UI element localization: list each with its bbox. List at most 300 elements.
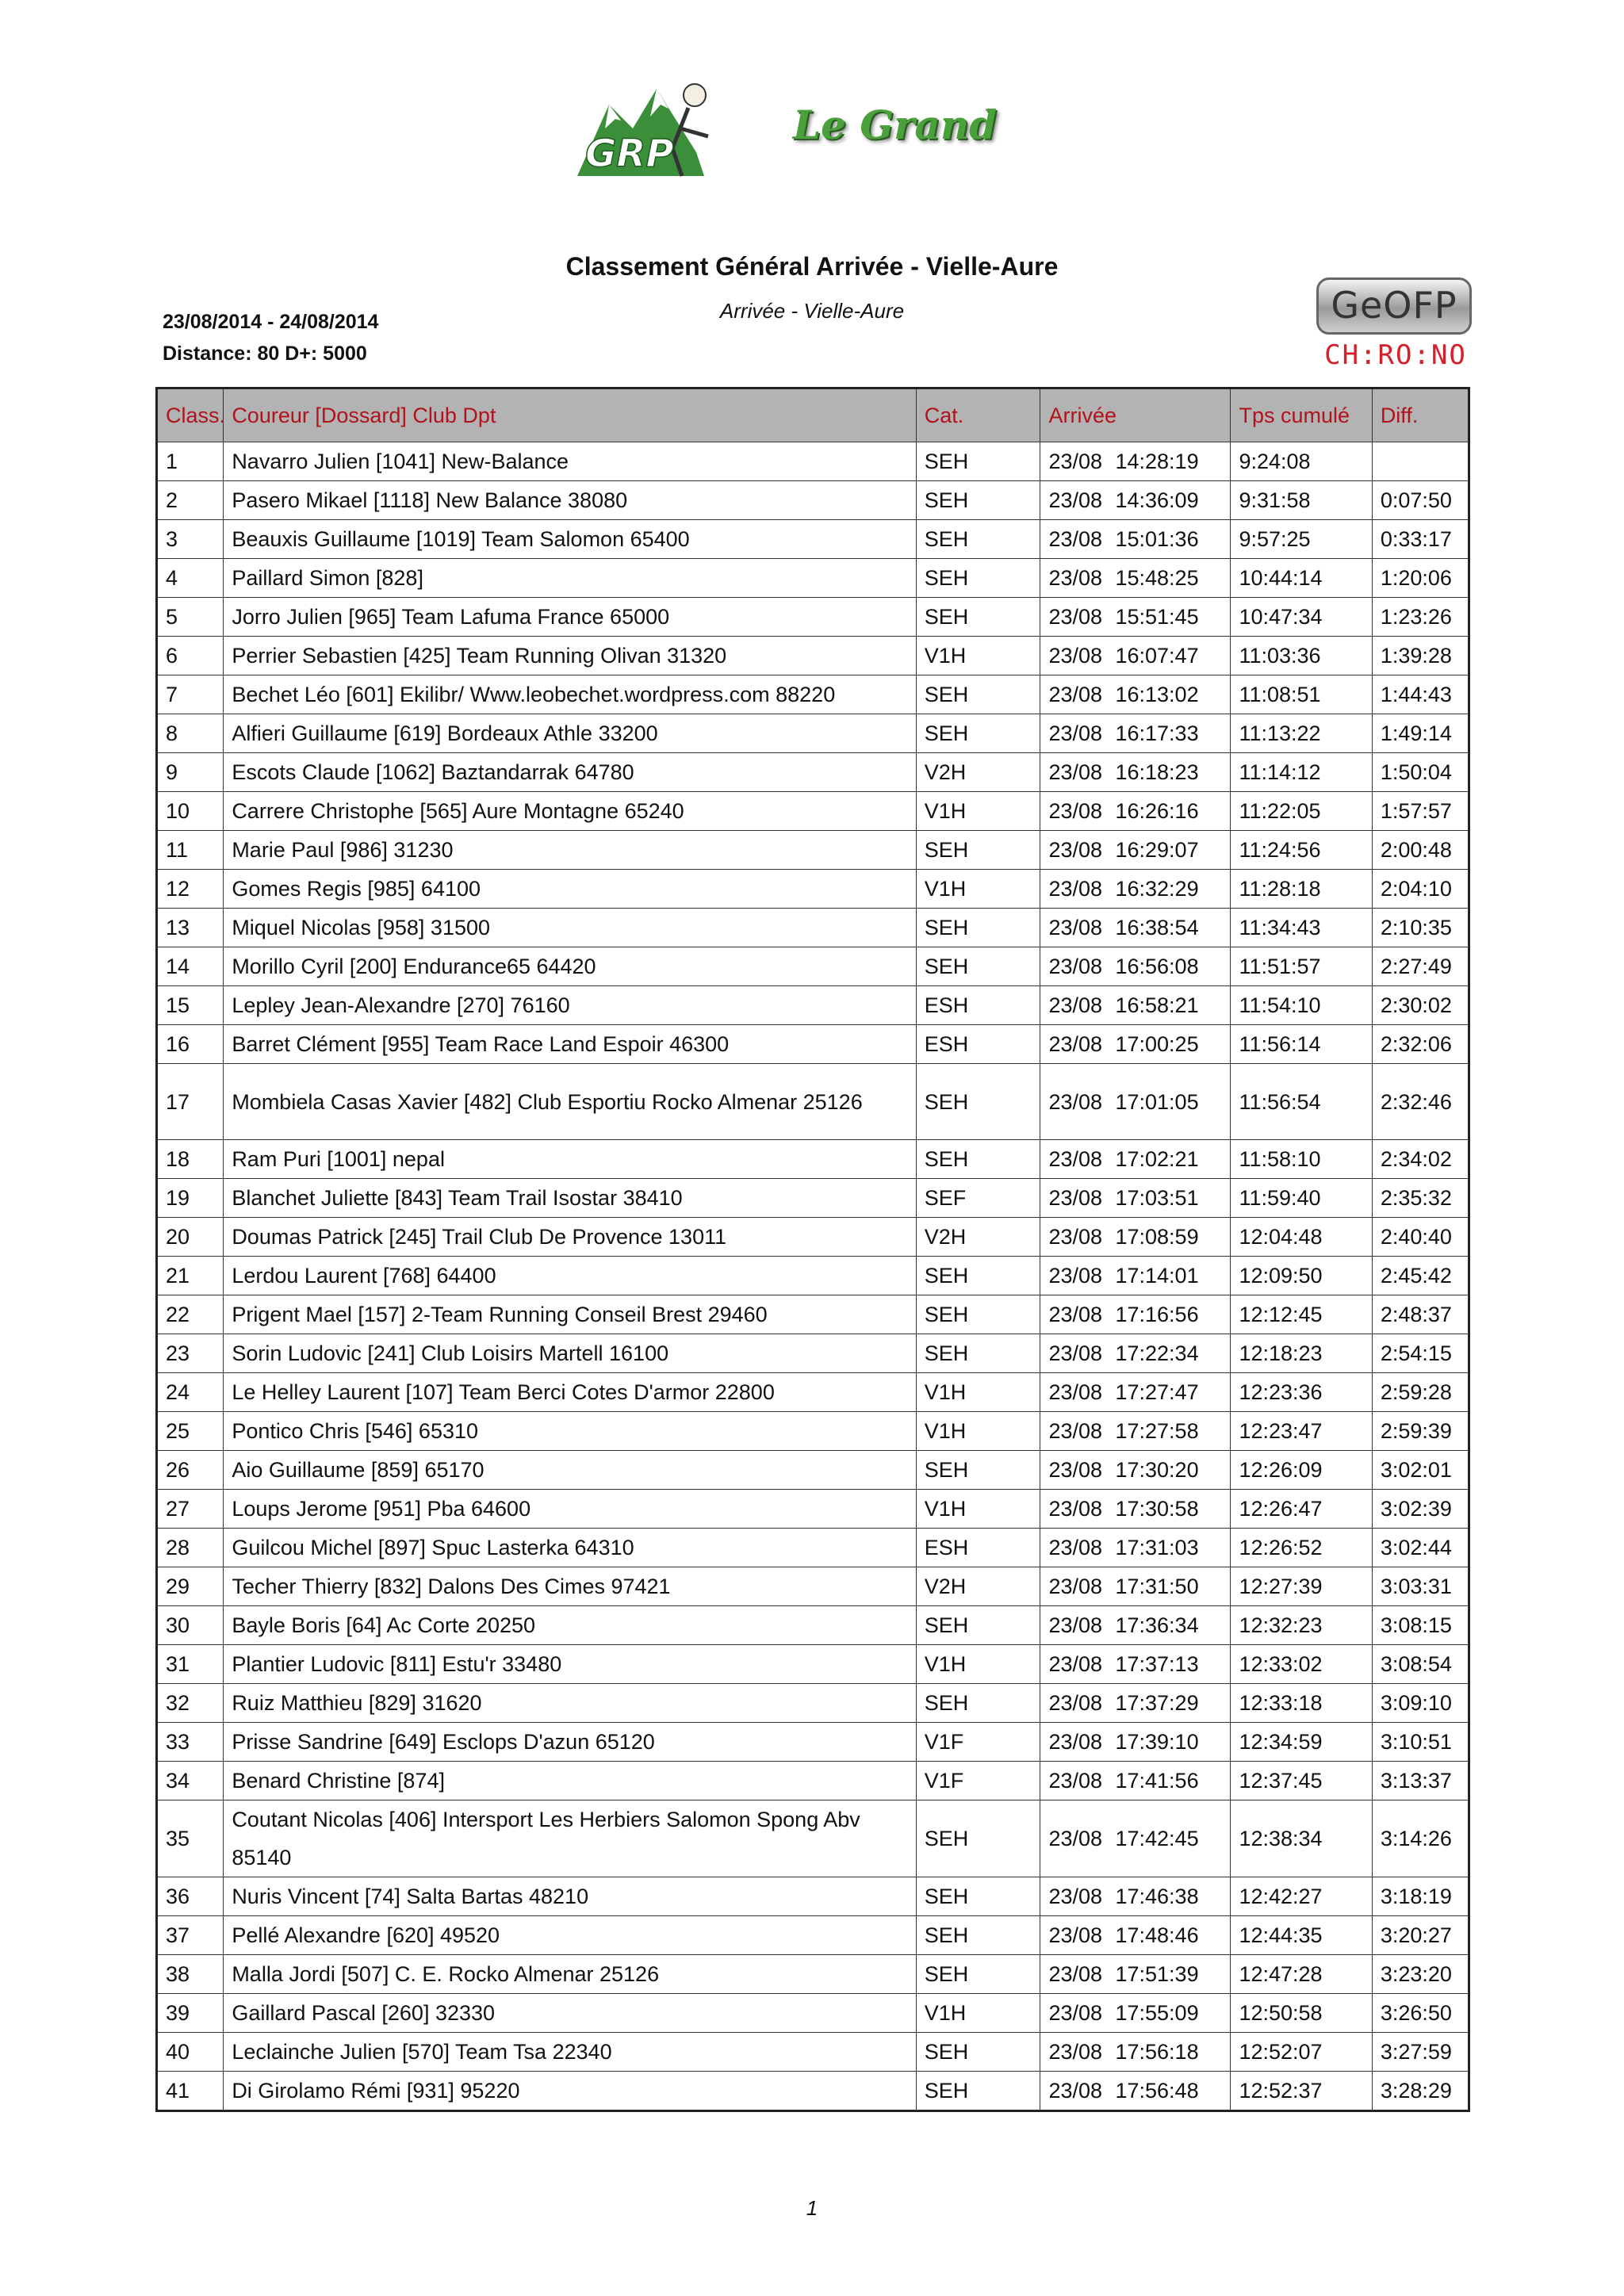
arrival-time: 16:58:21 <box>1115 993 1199 1017</box>
cell-rank: 2 <box>157 481 224 520</box>
cell-cumulative-time: 11:51:57 <box>1231 947 1372 986</box>
cell-diff: 2:32:06 <box>1372 1025 1469 1064</box>
cell-arrival <box>1040 675 1231 714</box>
cell-runner: Blanchet Juliette [843] Team Trail Isostar 38410 <box>224 1179 916 1218</box>
cell-arrival <box>1040 1877 1231 1916</box>
cell-cumulative-time: 12:42:27 <box>1231 1877 1372 1916</box>
cell-category: SEH <box>916 1955 1040 1994</box>
table-row <box>157 1257 1469 1295</box>
arrival-time: 16:32:29 <box>1115 877 1199 901</box>
arrival-date: 23/08 <box>1048 683 1103 706</box>
arrival-time: 17:16:56 <box>1115 1303 1199 1326</box>
cell-arrival <box>1040 598 1231 637</box>
table-row <box>157 1334 1469 1373</box>
cell-diff: 2:27:49 <box>1372 947 1469 986</box>
cell-arrival <box>1040 1994 1231 2033</box>
table-row <box>157 831 1469 870</box>
cell-arrival <box>1040 831 1231 870</box>
cell-rank: 1 <box>157 442 224 481</box>
cell-cumulative-time: 12:26:52 <box>1231 1529 1372 1567</box>
cell-diff: 1:49:14 <box>1372 714 1469 753</box>
cell-runner: Beauxis Guillaume [1019] Team Salomon 65400 <box>224 520 916 559</box>
arrival-date: 23/08 <box>1048 1147 1103 1171</box>
cell-category: SEH <box>916 1684 1040 1723</box>
cell-diff: 2:04:10 <box>1372 870 1469 909</box>
arrival-date: 23/08 <box>1048 1691 1103 1715</box>
cell-cumulative-time: 12:04:48 <box>1231 1218 1372 1257</box>
arrival-date: 23/08 <box>1048 1497 1103 1521</box>
cell-category: SEH <box>916 559 1040 598</box>
cell-runner: Miquel Nicolas [958] 31500 <box>224 909 916 947</box>
cell-arrival <box>1040 792 1231 831</box>
arrival-date: 23/08 <box>1048 1885 1103 1908</box>
cell-runner: Navarro Julien [1041] New-Balance <box>224 442 916 481</box>
arrival-date: 23/08 <box>1048 877 1103 901</box>
cell-arrival <box>1040 1179 1231 1218</box>
arrival-time: 17:30:58 <box>1115 1497 1199 1521</box>
cell-category: SEH <box>916 714 1040 753</box>
cell-rank: 9 <box>157 753 224 792</box>
cell-arrival <box>1040 442 1231 481</box>
table-row <box>157 1295 1469 1334</box>
arrival-date: 23/08 <box>1048 838 1103 862</box>
cell-cumulative-time: 12:33:02 <box>1231 1645 1372 1684</box>
arrival-date: 23/08 <box>1048 1652 1103 1676</box>
arrival-time: 17:37:13 <box>1115 1652 1199 1676</box>
column-header-arrival: Arrivée <box>1040 388 1231 442</box>
cell-category: V1H <box>916 637 1040 675</box>
cell-rank: 38 <box>157 1955 224 1994</box>
cell-category: V1H <box>916 1645 1040 1684</box>
cell-category: V1H <box>916 792 1040 831</box>
table-header-row <box>157 388 1469 442</box>
cell-cumulative-time: 12:50:58 <box>1231 1994 1372 2033</box>
cell-arrival <box>1040 1334 1231 1373</box>
cell-rank: 29 <box>157 1567 224 1606</box>
cell-rank: 31 <box>157 1645 224 1684</box>
cell-category: SEH <box>916 1800 1040 1877</box>
cell-cumulative-time: 12:23:47 <box>1231 1412 1372 1451</box>
cell-rank: 8 <box>157 714 224 753</box>
cell-cumulative-time: 12:32:23 <box>1231 1606 1372 1645</box>
cell-runner: Lerdou Laurent [768] 64400 <box>224 1257 916 1295</box>
cell-runner: Pasero Mikael [1118] New Balance 38080 <box>224 481 916 520</box>
table-row <box>157 598 1469 637</box>
cell-runner: Aio Guillaume [859] 65170 <box>224 1451 916 1490</box>
cell-rank: 35 <box>157 1800 224 1877</box>
cell-cumulative-time: 12:33:18 <box>1231 1684 1372 1723</box>
cell-cumulative-time: 10:44:14 <box>1231 559 1372 598</box>
cell-cumulative-time: 11:22:05 <box>1231 792 1372 831</box>
cell-cumulative-time: 11:56:54 <box>1231 1064 1372 1140</box>
table-row <box>157 947 1469 986</box>
cell-arrival <box>1040 1490 1231 1529</box>
cell-cumulative-time: 11:14:12 <box>1231 753 1372 792</box>
cell-diff: 2:59:28 <box>1372 1373 1469 1412</box>
cell-runner: Marie Paul [986] 31230 <box>224 831 916 870</box>
cell-runner: Pellé Alexandre [620] 49520 <box>224 1916 916 1955</box>
cell-category: SEH <box>916 1606 1040 1645</box>
cell-cumulative-time: 12:38:34 <box>1231 1800 1372 1877</box>
table-row <box>157 675 1469 714</box>
grp-logo <box>577 73 720 184</box>
cell-diff: 2:59:39 <box>1372 1412 1469 1451</box>
table-row <box>157 1800 1469 1877</box>
arrival-time: 17:51:39 <box>1115 1962 1199 1986</box>
cell-cumulative-time: 11:34:43 <box>1231 909 1372 947</box>
arrival-date: 23/08 <box>1048 1089 1103 1114</box>
cell-cumulative-time: 12:52:37 <box>1231 2072 1372 2111</box>
arrival-date: 23/08 <box>1048 1458 1103 1482</box>
cell-arrival <box>1040 1955 1231 1994</box>
cell-arrival <box>1040 1606 1231 1645</box>
cell-category: SEH <box>916 1916 1040 1955</box>
arrival-time: 16:26:16 <box>1115 799 1199 823</box>
cell-runner: Barret Clément [955] Team Race Land Espoir 46300 <box>224 1025 916 1064</box>
table-row <box>157 1140 1469 1179</box>
cell-rank: 4 <box>157 559 224 598</box>
cell-diff: 3:08:15 <box>1372 1606 1469 1645</box>
cell-diff: 3:26:50 <box>1372 1994 1469 2033</box>
cell-arrival <box>1040 909 1231 947</box>
arrival-time: 15:48:25 <box>1115 566 1199 590</box>
arrival-date: 23/08 <box>1048 644 1103 668</box>
cell-rank: 13 <box>157 909 224 947</box>
cell-category: SEH <box>916 947 1040 986</box>
table-row <box>157 1684 1469 1723</box>
cell-runner: Escots Claude [1062] Baztandarrak 64780 <box>224 753 916 792</box>
cell-runner: Nuris Vincent [74] Salta Bartas 48210 <box>224 1877 916 1916</box>
arrival-time: 17:22:34 <box>1115 1341 1199 1365</box>
cell-arrival <box>1040 559 1231 598</box>
cell-runner: Paillard Simon [828] <box>224 559 916 598</box>
arrival-date: 23/08 <box>1048 1923 1103 1947</box>
table-row <box>157 1064 1469 1140</box>
arrival-time: 17:03:51 <box>1115 1186 1199 1210</box>
cell-rank: 24 <box>157 1373 224 1412</box>
cell-diff <box>1372 442 1469 481</box>
cell-runner: Jorro Julien [965] Team Lafuma France 65000 <box>224 598 916 637</box>
table-row <box>157 1218 1469 1257</box>
cell-cumulative-time: 11:59:40 <box>1231 1179 1372 1218</box>
cell-arrival <box>1040 1800 1231 1877</box>
table-row <box>157 1723 1469 1762</box>
arrival-time: 17:08:59 <box>1115 1225 1199 1249</box>
cell-diff: 1:39:28 <box>1372 637 1469 675</box>
arrival-time: 17:37:29 <box>1115 1691 1199 1715</box>
cell-cumulative-time: 11:13:22 <box>1231 714 1372 753</box>
cell-runner: Doumas Patrick [245] Trail Club De Provence 13011 <box>224 1218 916 1257</box>
cell-rank: 23 <box>157 1334 224 1373</box>
cell-category: V1H <box>916 1373 1040 1412</box>
table-row <box>157 1955 1469 1994</box>
arrival-date: 23/08 <box>1048 955 1103 978</box>
cell-cumulative-time: 12:26:47 <box>1231 1490 1372 1529</box>
cell-category: V1F <box>916 1762 1040 1800</box>
arrival-date: 23/08 <box>1048 1575 1103 1598</box>
cell-category: ESH <box>916 986 1040 1025</box>
cell-rank: 37 <box>157 1916 224 1955</box>
table-row <box>157 442 1469 481</box>
cell-cumulative-time: 11:08:51 <box>1231 675 1372 714</box>
arrival-time: 17:42:45 <box>1115 1827 1199 1850</box>
cell-arrival <box>1040 1064 1231 1140</box>
cell-category: SEH <box>916 442 1040 481</box>
column-header-runner: Coureur [Dossard] Club Dpt <box>224 388 916 442</box>
cell-cumulative-time: 9:24:08 <box>1231 442 1372 481</box>
cell-category: ESH <box>916 1529 1040 1567</box>
arrival-time: 17:36:34 <box>1115 1613 1199 1637</box>
cell-category: SEH <box>916 1877 1040 1916</box>
arrival-time: 17:27:58 <box>1115 1419 1199 1443</box>
cell-arrival <box>1040 637 1231 675</box>
cell-runner: Le Helley Laurent [107] Team Berci Cotes D'armor 22800 <box>224 1373 916 1412</box>
arrival-time: 16:13:02 <box>1115 683 1199 706</box>
table-row <box>157 1529 1469 1567</box>
cell-diff: 2:32:46 <box>1372 1064 1469 1140</box>
cell-arrival <box>1040 1412 1231 1451</box>
arrival-date: 23/08 <box>1048 605 1103 629</box>
arrival-time: 17:00:25 <box>1115 1032 1199 1056</box>
cell-arrival <box>1040 1916 1231 1955</box>
cell-arrival <box>1040 1451 1231 1490</box>
cell-diff: 0:33:17 <box>1372 520 1469 559</box>
cell-runner: Benard Christine [874] <box>224 1762 916 1800</box>
cell-diff: 1:20:06 <box>1372 559 1469 598</box>
cell-cumulative-time: 11:56:14 <box>1231 1025 1372 1064</box>
cell-cumulative-time: 9:57:25 <box>1231 520 1372 559</box>
arrival-date: 23/08 <box>1048 2079 1103 2103</box>
event-dates: 23/08/2014 - 24/08/2014 <box>163 311 379 333</box>
cell-runner: Ruiz Matthieu [829] 31620 <box>224 1684 916 1723</box>
cell-arrival <box>1040 1684 1231 1723</box>
cell-diff: 2:00:48 <box>1372 831 1469 870</box>
cell-diff: 2:35:32 <box>1372 1179 1469 1218</box>
cell-category: V1F <box>916 1723 1040 1762</box>
cell-diff: 1:57:57 <box>1372 792 1469 831</box>
cell-rank: 33 <box>157 1723 224 1762</box>
cell-arrival <box>1040 1567 1231 1606</box>
cell-runner: Alfieri Guillaume [619] Bordeaux Athle 33200 <box>224 714 916 753</box>
cell-diff: 2:54:15 <box>1372 1334 1469 1373</box>
cell-runner: Gaillard Pascal [260] 32330 <box>224 1994 916 2033</box>
cell-diff: 3:28:29 <box>1372 2072 1469 2111</box>
cell-diff: 3:27:59 <box>1372 2033 1469 2072</box>
table-row <box>157 1025 1469 1064</box>
cell-cumulative-time: 11:03:36 <box>1231 637 1372 675</box>
cell-diff: 3:08:54 <box>1372 1645 1469 1684</box>
cell-rank: 19 <box>157 1179 224 1218</box>
cell-runner: Coutant Nicolas [406] Intersport Les Herbiers Salomon Spong Abv 85140 <box>224 1800 916 1877</box>
cell-category: SEH <box>916 2033 1040 2072</box>
arrival-date: 23/08 <box>1048 488 1103 512</box>
cell-diff: 2:48:37 <box>1372 1295 1469 1334</box>
arrival-date: 23/08 <box>1048 1730 1103 1754</box>
cell-diff: 3:02:39 <box>1372 1490 1469 1529</box>
table-row <box>157 714 1469 753</box>
arrival-date: 23/08 <box>1048 1769 1103 1793</box>
cell-cumulative-time: 11:28:18 <box>1231 870 1372 909</box>
cell-category: SEH <box>916 1295 1040 1334</box>
cell-cumulative-time: 12:44:35 <box>1231 1916 1372 1955</box>
column-header-cumulative-time: Tps cumulé <box>1231 388 1372 442</box>
cell-runner: Gomes Regis [985] 64100 <box>224 870 916 909</box>
cell-rank: 25 <box>157 1412 224 1451</box>
cell-rank: 17 <box>157 1064 224 1140</box>
cell-arrival <box>1040 1257 1231 1295</box>
cell-category: ESH <box>916 1025 1040 1064</box>
arrival-date: 23/08 <box>1048 1613 1103 1637</box>
arrival-time: 17:14:01 <box>1115 1264 1199 1288</box>
page-subtitle: Arrivée - Vielle-Aure <box>719 299 905 323</box>
arrival-date: 23/08 <box>1048 1827 1103 1850</box>
cell-runner: Ram Puri [1001] nepal <box>224 1140 916 1179</box>
arrival-date: 23/08 <box>1048 2040 1103 2064</box>
cell-runner: Pontico Chris [546] 65310 <box>224 1412 916 1451</box>
arrival-date: 23/08 <box>1048 1419 1103 1443</box>
arrival-time: 16:17:33 <box>1115 721 1199 745</box>
table-row <box>157 637 1469 675</box>
cell-category: V2H <box>916 1567 1040 1606</box>
cell-rank: 12 <box>157 870 224 909</box>
cell-rank: 27 <box>157 1490 224 1529</box>
cell-cumulative-time: 10:47:34 <box>1231 598 1372 637</box>
arrival-date: 23/08 <box>1048 1264 1103 1288</box>
arrival-date: 23/08 <box>1048 566 1103 590</box>
arrival-time: 15:51:45 <box>1115 605 1199 629</box>
cell-rank: 18 <box>157 1140 224 1179</box>
cell-arrival <box>1040 1762 1231 1800</box>
arrival-date: 23/08 <box>1048 1225 1103 1249</box>
arrival-date: 23/08 <box>1048 1962 1103 1986</box>
cell-diff: 2:34:02 <box>1372 1140 1469 1179</box>
arrival-time: 17:31:03 <box>1115 1536 1199 1559</box>
cell-category: SEF <box>916 1179 1040 1218</box>
cell-runner: Plantier Ludovic [811] Estu'r 33480 <box>224 1645 916 1684</box>
cell-rank: 14 <box>157 947 224 986</box>
arrival-time: 15:01:36 <box>1115 527 1199 551</box>
cell-diff: 1:44:43 <box>1372 675 1469 714</box>
arrival-date: 23/08 <box>1048 760 1103 784</box>
cell-cumulative-time: 12:23:36 <box>1231 1373 1372 1412</box>
cell-diff: 2:45:42 <box>1372 1257 1469 1295</box>
cell-rank: 6 <box>157 637 224 675</box>
cell-rank: 39 <box>157 1994 224 2033</box>
cell-cumulative-time: 11:58:10 <box>1231 1140 1372 1179</box>
cell-rank: 34 <box>157 1762 224 1800</box>
cell-runner: Bechet Léo [601] Ekilibr/ Www.leobechet.wordpress.com 88220 <box>224 675 916 714</box>
cell-runner: Prisse Sandrine [649] Esclops D'azun 65120 <box>224 1723 916 1762</box>
cell-cumulative-time: 12:52:07 <box>1231 2033 1372 2072</box>
cell-arrival <box>1040 1529 1231 1567</box>
table-row <box>157 909 1469 947</box>
cell-diff: 3:02:01 <box>1372 1451 1469 1490</box>
cell-category: SEH <box>916 2072 1040 2111</box>
cell-category: SEH <box>916 1257 1040 1295</box>
cell-rank: 28 <box>157 1529 224 1567</box>
cell-arrival <box>1040 1025 1231 1064</box>
grp-logo-text: GRP <box>585 132 674 176</box>
cell-runner: Prigent Mael [157] 2-Team Running Conseil Brest 29460 <box>224 1295 916 1334</box>
cell-category: SEH <box>916 909 1040 947</box>
cell-rank: 21 <box>157 1257 224 1295</box>
cell-runner: Malla Jordi [507] C. E. Rocko Almenar 25126 <box>224 1955 916 1994</box>
cell-category: SEH <box>916 1451 1040 1490</box>
cell-arrival <box>1040 753 1231 792</box>
arrival-date: 23/08 <box>1048 1303 1103 1326</box>
column-header-category: Cat. <box>916 388 1040 442</box>
table-row <box>157 870 1469 909</box>
cell-runner: Techer Thierry [832] Dalons Des Cimes 97421 <box>224 1567 916 1606</box>
arrival-date: 23/08 <box>1048 1341 1103 1365</box>
cell-runner: Mombiela Casas Xavier [482] Club Esportiu Rocko Almenar 25126 <box>224 1064 916 1140</box>
cell-runner: Lepley Jean-Alexandre [270] 76160 <box>224 986 916 1025</box>
cell-rank: 36 <box>157 1877 224 1916</box>
cell-runner: Sorin Ludovic [241] Club Loisirs Martell 16100 <box>224 1334 916 1373</box>
table-row <box>157 2072 1469 2111</box>
cell-rank: 7 <box>157 675 224 714</box>
cell-category: SEH <box>916 520 1040 559</box>
arrival-time: 17:46:38 <box>1115 1885 1199 1908</box>
cell-cumulative-time: 12:12:45 <box>1231 1295 1372 1334</box>
cell-category: SEH <box>916 831 1040 870</box>
geofp-logo: GeOFP <box>1316 277 1472 335</box>
cell-rank: 22 <box>157 1295 224 1334</box>
table-row <box>157 1567 1469 1606</box>
arrival-date: 23/08 <box>1048 1536 1103 1559</box>
arrival-date: 23/08 <box>1048 799 1103 823</box>
cell-runner: Morillo Cyril [200] Endurance65 64420 <box>224 947 916 986</box>
cell-rank: 15 <box>157 986 224 1025</box>
arrival-date: 23/08 <box>1048 916 1103 939</box>
cell-category: SEH <box>916 1140 1040 1179</box>
cell-cumulative-time: 9:31:58 <box>1231 481 1372 520</box>
cell-rank: 10 <box>157 792 224 831</box>
cell-rank: 40 <box>157 2033 224 2072</box>
cell-diff: 0:07:50 <box>1372 481 1469 520</box>
arrival-time: 17:02:21 <box>1115 1147 1199 1171</box>
cell-diff: 2:30:02 <box>1372 986 1469 1025</box>
table-row <box>157 1412 1469 1451</box>
cell-rank: 30 <box>157 1606 224 1645</box>
arrival-time: 16:29:07 <box>1115 838 1199 862</box>
arrival-date: 23/08 <box>1048 2001 1103 2025</box>
cell-rank: 11 <box>157 831 224 870</box>
arrival-time: 16:18:23 <box>1115 760 1199 784</box>
arrival-date: 23/08 <box>1048 450 1103 473</box>
cell-diff: 3:13:37 <box>1372 1762 1469 1800</box>
cell-arrival <box>1040 2033 1231 2072</box>
cell-arrival <box>1040 1723 1231 1762</box>
event-distance: Distance: 80 D+: 5000 <box>163 342 367 365</box>
cell-rank: 26 <box>157 1451 224 1490</box>
cell-diff: 3:14:26 <box>1372 1800 1469 1877</box>
cell-category: V1H <box>916 1490 1040 1529</box>
cell-diff: 3:09:10 <box>1372 1684 1469 1723</box>
arrival-time: 16:07:47 <box>1115 644 1199 668</box>
results-table <box>155 387 1470 2112</box>
arrival-time: 17:55:09 <box>1115 2001 1199 2025</box>
cell-arrival <box>1040 986 1231 1025</box>
table-row <box>157 1606 1469 1645</box>
cell-category: V2H <box>916 753 1040 792</box>
table-row <box>157 1877 1469 1916</box>
table-row <box>157 1373 1469 1412</box>
arrival-date: 23/08 <box>1048 993 1103 1017</box>
cell-cumulative-time: 12:09:50 <box>1231 1257 1372 1295</box>
arrival-time: 17:48:46 <box>1115 1923 1199 1947</box>
cell-diff: 2:40:40 <box>1372 1218 1469 1257</box>
